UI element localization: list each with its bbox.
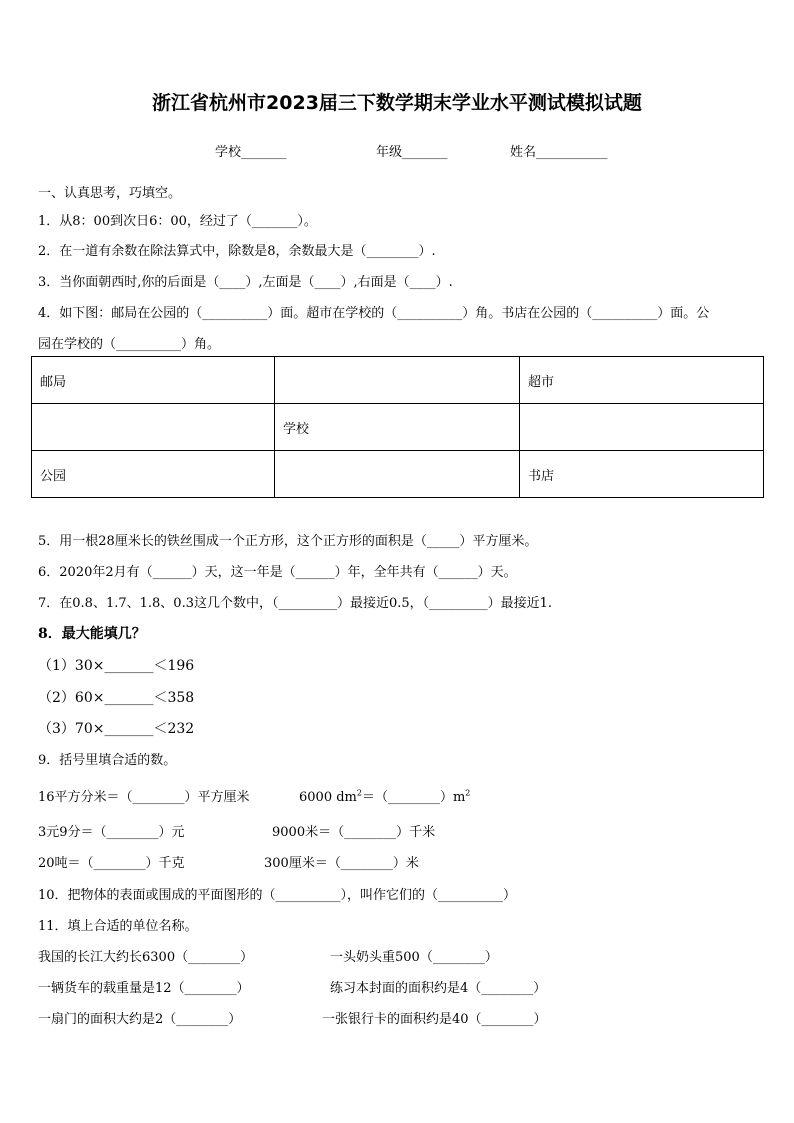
question-11f: 一张银行卡的面积约是40（________）	[322, 1012, 547, 1027]
question-11d: 练习本封面的面积约是4（________）	[330, 981, 547, 996]
question-11e: 一扇门的面积大约是2（________）	[38, 1012, 242, 1027]
table-cell	[275, 451, 520, 498]
table-row	[32, 357, 764, 404]
question-3: 3．当你面朝西时,你的后面是（____）,左面是（____）,右面是（____）.	[38, 275, 453, 290]
question-9f: 300厘米＝（________）米	[264, 856, 419, 871]
table-cell	[520, 404, 764, 451]
table-cell	[32, 404, 275, 451]
question-11: 11．填上合适的单位名称。	[38, 919, 198, 934]
question-9e: 20吨＝（________）千克	[38, 856, 185, 871]
question-11c: 一辆货车的载重量是12（________）	[38, 981, 250, 996]
question-9b-answer: ＝（________）m	[361, 790, 466, 805]
question-4-line1: 4．如下图：邮局在公园的（__________）面。超市在学校的（__________）角。书店在公园的（__________）面。公	[38, 306, 710, 321]
question-9a: 16平方分米＝（________）平方厘米	[38, 790, 250, 805]
table-row	[32, 404, 764, 451]
question-1: 1．从8：00到次日6：00，经过了（_______）。	[38, 214, 317, 229]
table-cell: 邮局	[32, 357, 275, 404]
question-6: 6．2020年2月有（______）天，这一年是（______）年，全年共有（______）天。	[38, 565, 517, 580]
question-11a: 我国的长江大约长6300（________）	[38, 950, 254, 965]
table-row	[32, 451, 764, 498]
question-9d: 9000米＝（________）千米	[272, 825, 436, 840]
name-field: 姓名___________	[510, 145, 608, 160]
table-cell: 学校	[275, 404, 520, 451]
question-7: 7．在0.8、1.7、1.8、0.3这几个数中，（_________）最接近0.5，（_________）最接近1.	[38, 596, 553, 611]
school-field: 学校_______	[215, 145, 287, 160]
square-unit-exponent: 2	[465, 788, 471, 798]
page-title: 浙江省杭州市2023届三下数学期末学业水平测试模拟试题	[152, 92, 642, 114]
square-unit-exponent: 2	[356, 788, 362, 798]
question-5: 5．用一根28厘米长的铁丝围成一个正方形，这个正方形的面积是（_____）平方厘米。	[38, 534, 538, 549]
map-grid	[31, 356, 764, 498]
question-10: 10．把物体的表面或围成的平面图形的（__________），叫作它们的（__________）	[38, 888, 517, 903]
question-11b: 一头奶头重500（________）	[330, 950, 498, 965]
question-8-3: （3）70×_______＜232	[38, 721, 195, 737]
table-cell: 超市	[520, 357, 764, 404]
question-2: 2．在一道有余数在除法算式中，除数是8，余数最大是（________）.	[38, 244, 436, 259]
table-cell: 书店	[520, 451, 764, 498]
question-8-1: （1）30×_______＜196	[38, 658, 195, 674]
question-4-line2: 园在学校的（__________）角。	[38, 337, 221, 352]
question-9c: 3元9分＝（________）元	[38, 825, 185, 840]
question-8-2: （2）60×_______＜358	[38, 690, 195, 706]
grade-field: 年级_______	[376, 145, 448, 160]
table-cell: 公园	[32, 451, 275, 498]
question-9b	[299, 786, 470, 805]
question-8: 8．最大能填几？	[38, 626, 146, 642]
table-cell	[275, 357, 520, 404]
section-heading: 一、认真思考，巧填空。	[38, 186, 182, 201]
question-9: 9．括号里填合适的数。	[38, 753, 177, 768]
question-9b-value: 6000 dm	[299, 790, 357, 805]
